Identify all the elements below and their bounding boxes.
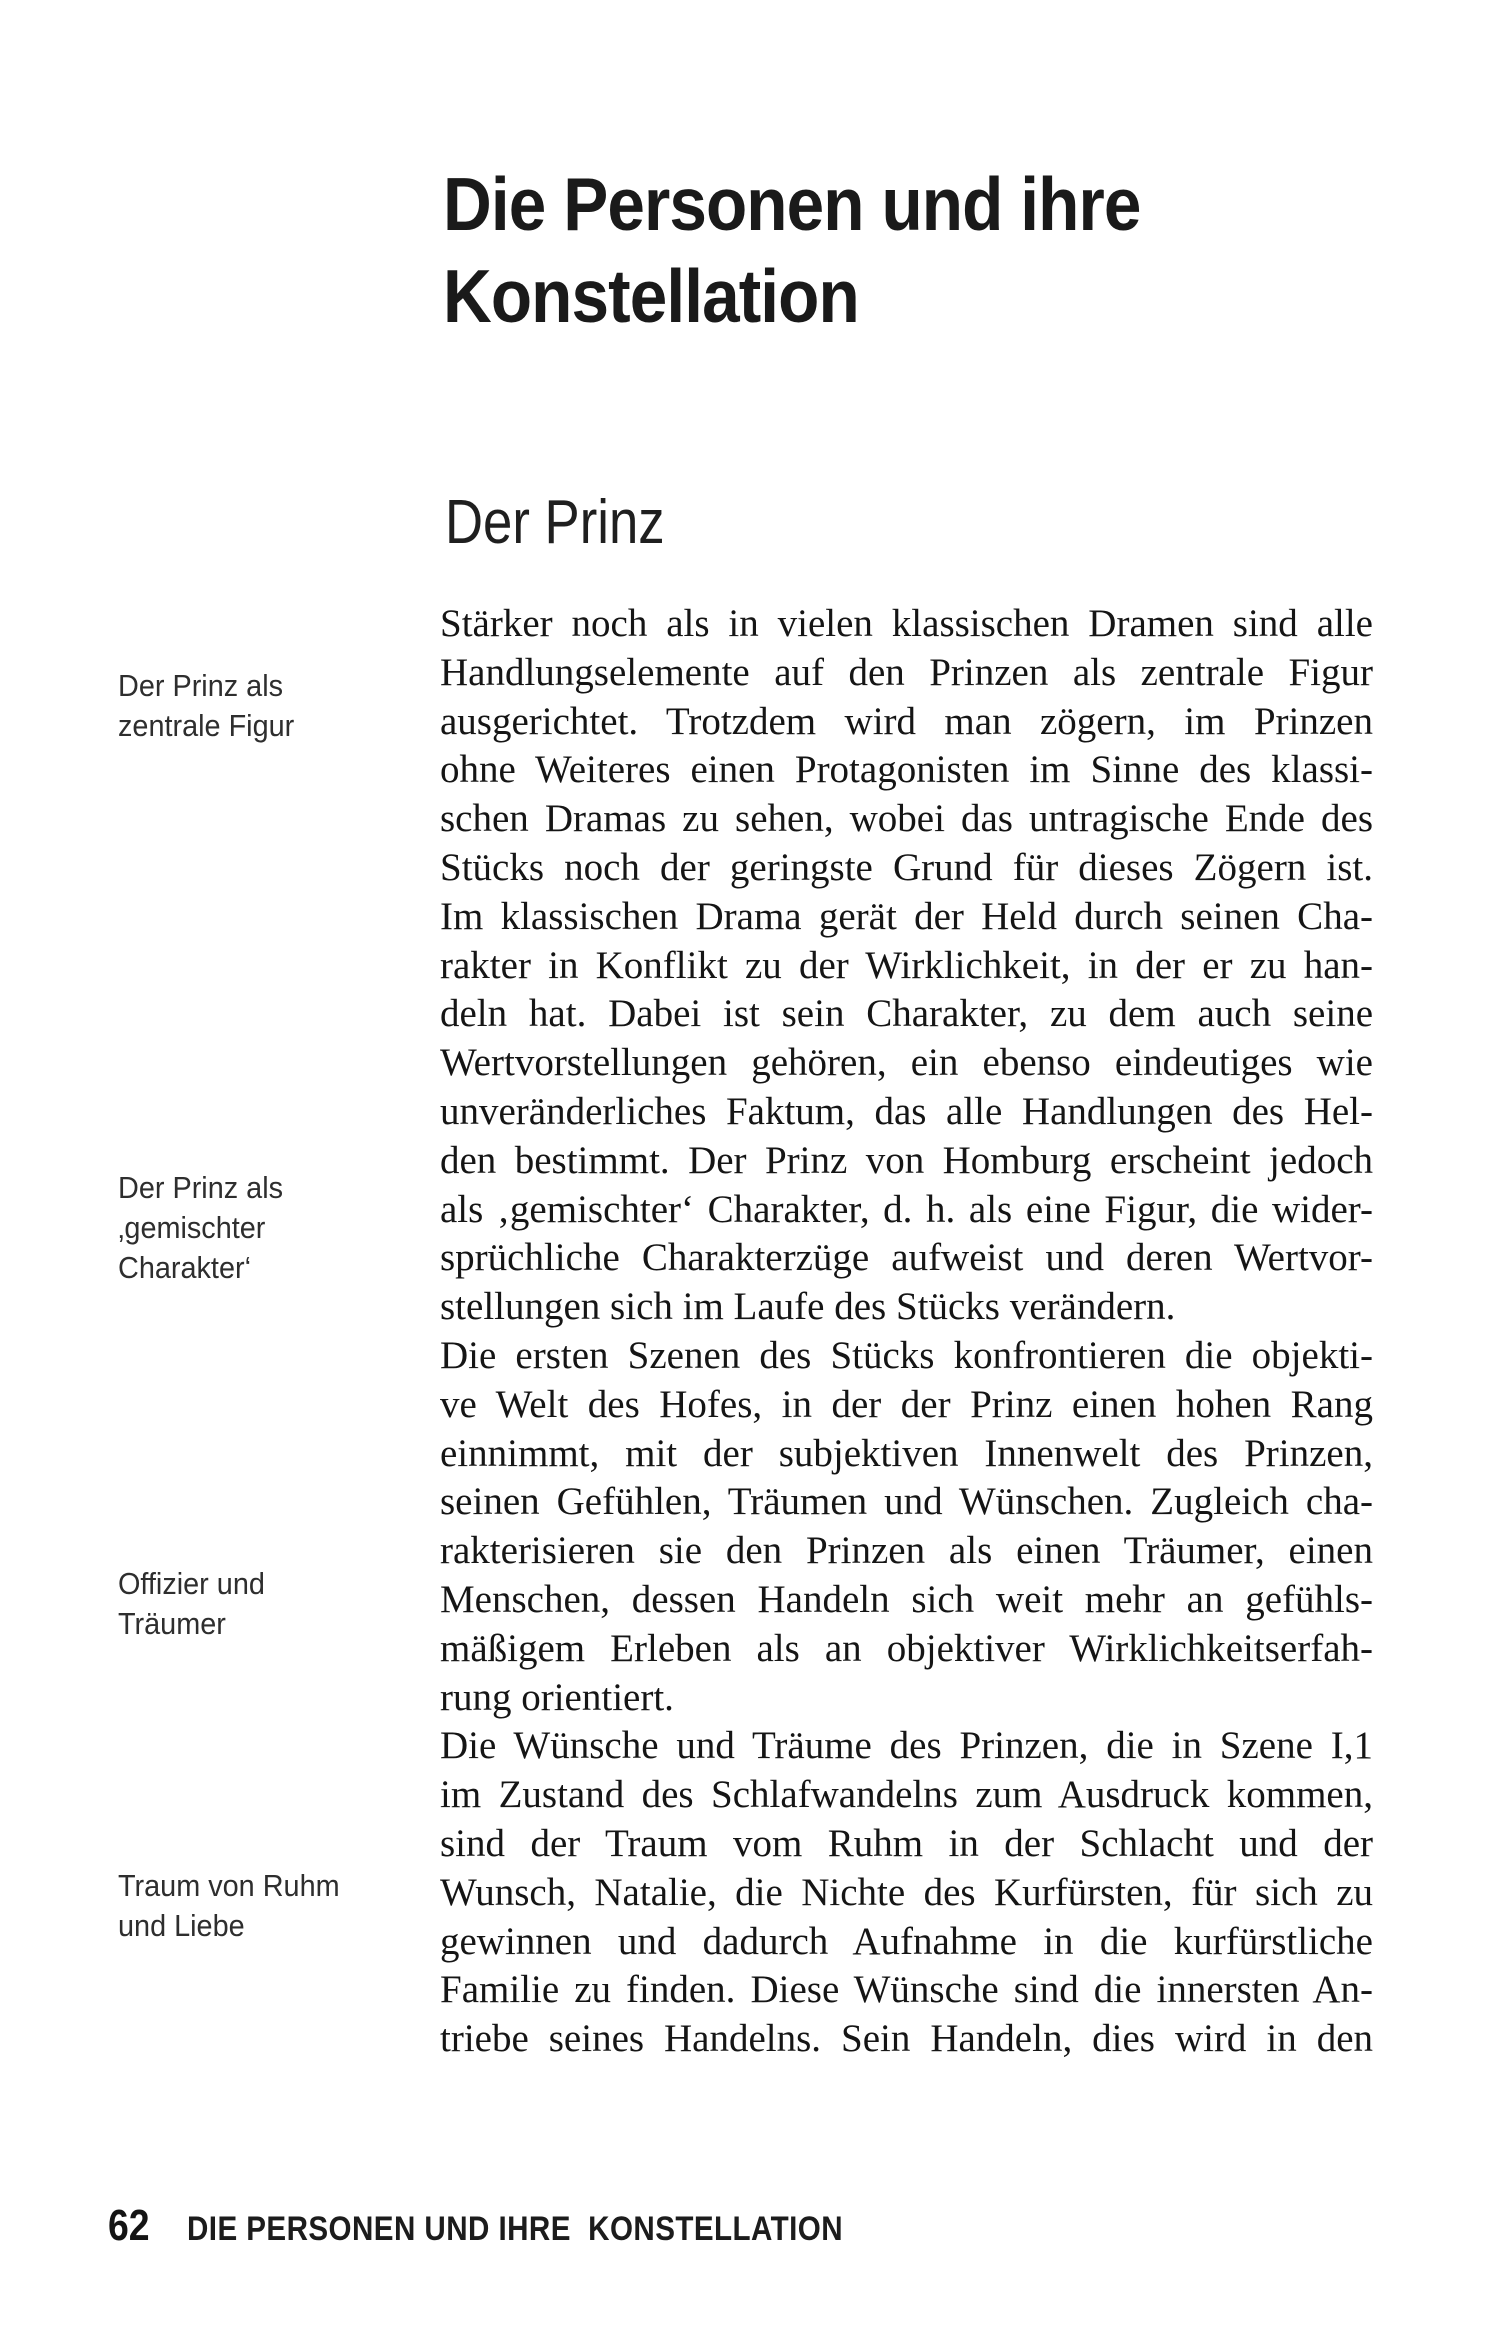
margin-note-offizier-traeumer <box>118 1564 265 1644</box>
body-text-column <box>440 600 1373 2064</box>
body-text-line: mäßigem Erleben als an objektiver Wirklichkeitserfah- <box>440 1626 1373 1670</box>
margin-note-line: Träumer <box>118 1606 226 1641</box>
body-text-line: Im klassischen Drama gerät der Held durch seinen Cha- <box>440 894 1373 938</box>
page-number: 62 <box>108 2201 150 2250</box>
margin-note-line: Der Prinz als <box>118 668 284 703</box>
margin-note-line: Der Prinz als <box>118 1170 284 1205</box>
body-text-line: unveränderliches Faktum, das alle Handlungen des Hel- <box>440 1089 1373 1133</box>
running-footer-title: DIE PERSONEN UND IHRE KONSTELLATION <box>186 2210 844 2248</box>
body-text-line: sind der Traum vom Ruhm in der Schlacht und der <box>440 1821 1373 1865</box>
margin-note-line: und Liebe <box>118 1908 245 1943</box>
body-text-line: deln hat. Dabei ist sein Charakter, zu dem auch seine <box>440 992 1373 1036</box>
body-text-line: triebe seines Handelns. Sein Handeln, dies wird in den <box>440 2017 1373 2061</box>
body-text-line: als ‚gemischter‘ Charakter, d. h. als eine Figur, die wider- <box>440 1187 1373 1231</box>
body-text-line: ve Welt des Hofes, in der der Prinz einen hohen Rang <box>440 1382 1373 1426</box>
margin-note-zentrale-figur <box>118 666 294 746</box>
margin-note-line: Charakter‘ <box>118 1250 251 1285</box>
body-text-line: im Zustand des Schlafwandelns zum Ausdruck kommen, <box>440 1773 1373 1817</box>
body-text-line: ausgerichtet. Trotzdem wird man zögern, im Prinzen <box>440 699 1373 743</box>
margin-note-line: ‚gemischter <box>118 1210 266 1245</box>
body-text-line: den bestimmt. Der Prinz von Homburg erscheint jedoch <box>440 1138 1373 1182</box>
body-text-line: schen Dramas zu sehen, wobei das untragische Ende des <box>440 797 1373 841</box>
body-text-line: stellungen sich im Laufe des Stücks verändern. <box>440 1285 1176 1329</box>
margin-note-ruhm-liebe <box>118 1866 340 1946</box>
chapter-title <box>443 158 1141 342</box>
body-text-line: Handlungselemente auf den Prinzen als zentrale Figur <box>440 650 1373 694</box>
body-text-line: einnimmt, mit der subjektiven Innenwelt des Prinzen, <box>440 1431 1373 1475</box>
body-text-line: Familie zu finden. Diese Wünsche sind die innersten An- <box>440 1968 1373 2012</box>
margin-note-line: Offizier und <box>118 1566 265 1601</box>
margin-note-gemischter-charakter <box>118 1168 283 1288</box>
chapter-title-line-2: Konstellation <box>443 254 859 338</box>
body-text-line: Stücks noch der geringste Grund für dieses Zögern ist. <box>440 845 1373 889</box>
chapter-title-line-1: Die Personen und ihre <box>443 162 1141 246</box>
body-text-line: rakter in Konflikt zu der Wirklichkeit, in der er zu han- <box>440 943 1373 987</box>
body-text-line: Wertvorstellungen gehören, ein ebenso eindeutiges wie <box>440 1041 1373 1085</box>
body-text-line: sprüchliche Charakterzüge aufweist und deren Wertvor- <box>440 1236 1373 1280</box>
body-text-line: seinen Gefühlen, Träumen und Wünschen. Zugleich cha- <box>440 1480 1373 1524</box>
section-heading: Der Prinz <box>445 488 665 557</box>
body-text-line: Menschen, dessen Handeln sich weit mehr an gefühls- <box>440 1577 1373 1621</box>
body-text-line: gewinnen und dadurch Aufnahme in die kurfürstliche <box>440 1919 1373 1963</box>
body-text-line: Die ersten Szenen des Stücks konfrontieren die objekti- <box>440 1333 1373 1377</box>
margin-note-line: zentrale Figur <box>118 708 295 743</box>
body-text-line: Stärker noch als in vielen klassischen Dramen sind alle <box>440 602 1373 645</box>
body-text-line: ohne Weiteres einen Protagonisten im Sinne des klassi- <box>440 748 1373 792</box>
body-text-line: rung orientiert. <box>440 1675 674 1719</box>
margin-note-line: Traum von Ruhm <box>118 1868 340 1903</box>
body-text-line: rakterisieren sie den Prinzen als einen Träumer, einen <box>440 1529 1373 1573</box>
body-text-line: Die Wünsche und Träume des Prinzen, die in Szene I,1 <box>440 1724 1373 1768</box>
body-text-line: Wunsch, Natalie, die Nichte des Kurfürsten, für sich zu <box>440 1870 1373 1914</box>
page-footer <box>108 2202 941 2253</box>
